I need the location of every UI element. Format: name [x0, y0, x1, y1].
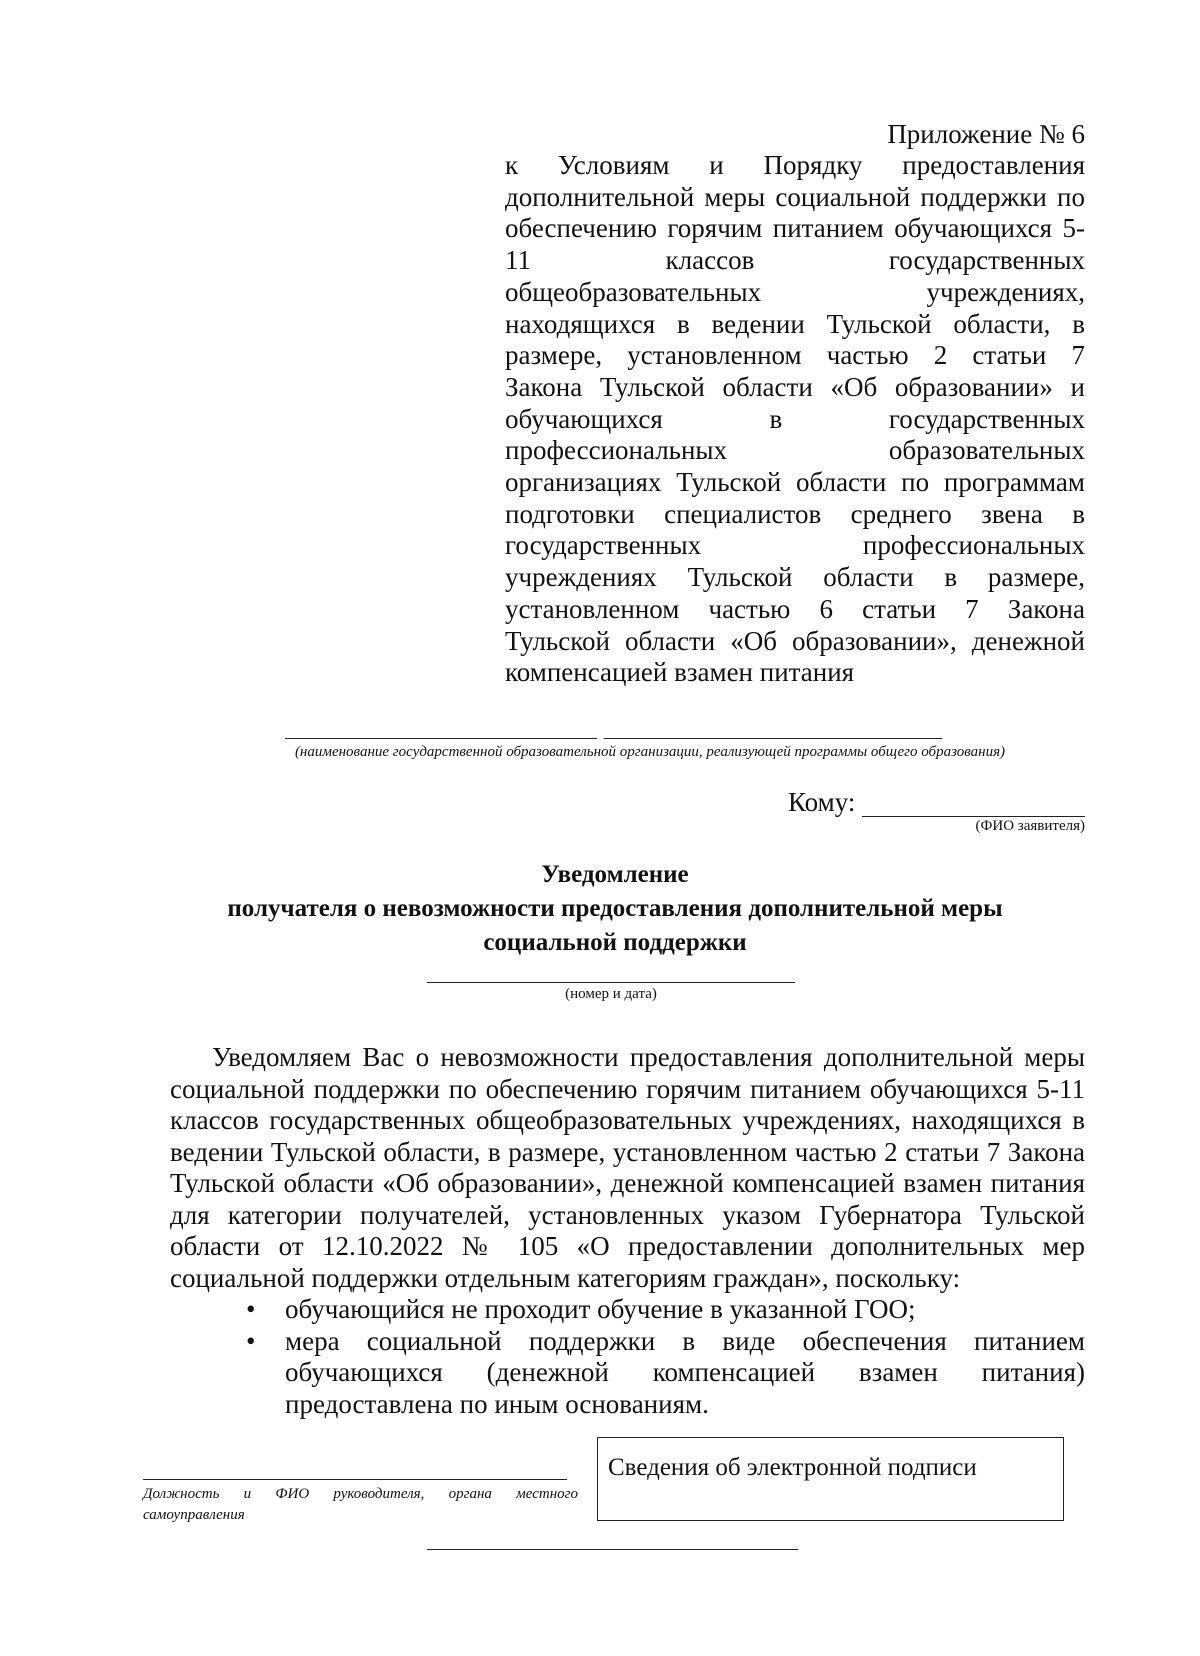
heading-line: социальной поддержки [483, 929, 747, 956]
appendix-line: обеспечению горячим питанием обучающихся 5- [505, 213, 1085, 244]
signature-blank-line [143, 1479, 567, 1480]
signature-caption: Должность и ФИО руководителя, органа местного самоуправления [143, 1486, 578, 1523]
list-item [240, 1294, 1085, 1326]
number-date-blank-line [427, 982, 795, 983]
appendix-line: общеобразовательных учреждениях, [505, 276, 1085, 307]
electronic-signature-box [597, 1437, 1064, 1521]
heading-line: получателя о невозможности предоставления дополнительной меры [227, 895, 1003, 922]
recipient-label: Кому: [788, 787, 856, 817]
appendix-line: дополнительной меры социальной поддержки по [505, 181, 1085, 212]
notice-body [170, 1042, 1085, 1294]
organization-blank-line [285, 738, 597, 739]
appendix-line: к Условиям и Порядку предоставления [505, 150, 1085, 180]
appendix-line: подготовки специалистов среднего звена в [505, 498, 1085, 529]
list-item-text: обучающийся не проходит обучение в указанной ГОО; [285, 1294, 916, 1324]
notice-paragraph: Уведомляем Вас о невозможности предоставления дополнительной меры социальной поддержки по обеспечению горячим питанием обучающихся 5-11 классов государственных общеобразовательных учреждениях, находящихся в ведении Тульской области, в размере, установленном частью 2 статьи 7 Закона Тульской области «Об образовании», денежной компенсацией взамен питания для категории получателей, установленных указом Губернатора Тульской области от 12.10.2022 № 105 «О предоставлении дополнительных мер социальной поддержки отдельным категориям граждан», поскольку: [170, 1042, 1085, 1293]
appendix-title: Приложение № 6 [887, 119, 1085, 149]
appendix-line: обучающихся в государственных [505, 403, 1085, 434]
reasons-list [240, 1294, 1085, 1420]
number-date-caption: (номер и дата) [565, 986, 657, 1002]
appendix-line: Тульской области «Об образовании», денежной [505, 625, 1085, 656]
electronic-signature-label: Сведения об электронной подписи [608, 1454, 977, 1481]
appendix-line: установленном частью 6 статьи 7 Закона [505, 593, 1085, 624]
appendix-text [505, 150, 1085, 689]
recipient-caption: (ФИО заявителя) [975, 818, 1085, 834]
bottom-blank-line [427, 1549, 798, 1550]
notice-heading [100, 858, 1130, 960]
appendix-line: государственных профессиональных [505, 530, 1085, 561]
list-item [240, 1326, 1085, 1421]
appendix-line: Закона Тульской области «Об образовании» и [505, 371, 1085, 402]
bullet-icon: • [246, 1294, 256, 1324]
appendix-line: учреждениях Тульской области в размере, [505, 562, 1085, 593]
appendix-line: организациях Тульской области по программам [505, 467, 1085, 498]
list-item-text: мера социальной поддержки в виде обеспечения питанием обучающихся (денежной компенсацией взамен питания) предоставлена по иным основаниям. [285, 1325, 1085, 1419]
organization-blank-line [604, 738, 942, 739]
recipient-blank-line [862, 816, 1085, 817]
heading-line: Уведомление [541, 861, 689, 888]
appendix-line: профессиональных образовательных [505, 435, 1085, 466]
appendix-line: размере, установленном частью 2 статьи 7 [505, 340, 1085, 371]
organization-caption: (наименование государственной образовательной организации, реализующей программы общего образования) [294, 744, 1006, 760]
appendix-line: находящихся в ведении Тульской области, в [505, 308, 1085, 339]
appendix-line: компенсацией взамен питания [505, 657, 855, 688]
appendix-line: 11 классов государственных [505, 245, 1085, 276]
bullet-icon: • [246, 1325, 256, 1356]
